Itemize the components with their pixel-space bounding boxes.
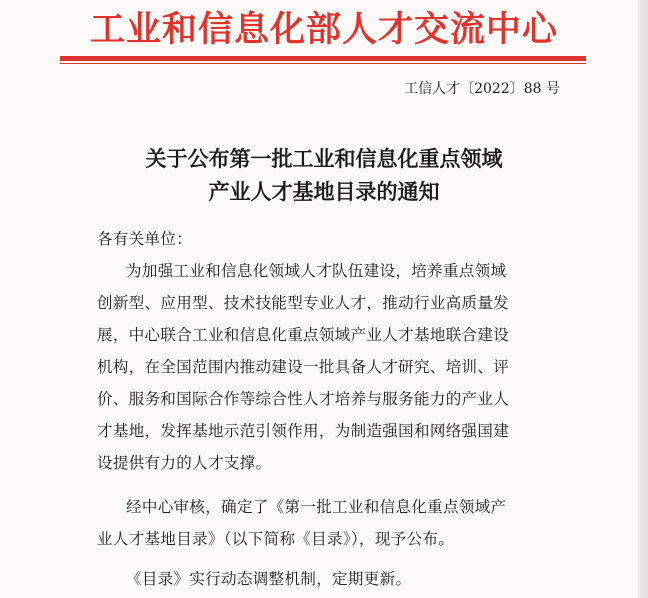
page-edge-shadow <box>638 0 648 598</box>
paragraph-3-line: 《目录》实行动态调整机制，定期更新。 <box>126 570 412 588</box>
letterhead-title: 工业和信息化部人才交流中心 <box>89 9 558 50</box>
paragraph-2-line: 经中心审核，确定了《第一批工业和信息化重点领域产 <box>126 498 507 516</box>
document-title-line-1: 关于公布第一批工业和信息化重点领域 <box>145 146 503 171</box>
paragraph-1-line: 价、服务和国际合作等综合性人才培养与服务能力的产业人 <box>97 390 510 408</box>
letterhead-rule-thick <box>60 56 586 61</box>
letterhead-rule-thin <box>60 63 586 64</box>
paragraph-2-line: 业人才基地目录》（以下简称《目录》），现予公布。 <box>97 530 455 548</box>
paragraph-1-line: 机构，在全国范围内推动建设一批具备人才研究、培训、评 <box>97 358 510 376</box>
document-number: 工信人才〔2022〕88 号 <box>404 81 560 97</box>
paragraph-1-line: 为加强工业和信息化领域人才队伍建设，培养重点领域 <box>126 262 507 280</box>
document-title-line-2: 产业人才基地目录的通知 <box>208 179 440 204</box>
paragraph-1-line: 才基地，发挥基地示范引领作用，为制造强国和网络强国建 <box>97 422 510 440</box>
paragraph-1-line: 设提供有力的人才支撑。 <box>97 454 272 472</box>
paragraph-1-line: 创新型、应用型、技术技能型专业人才，推动行业高质量发 <box>97 294 510 312</box>
salutation: 各有关单位： <box>97 230 193 248</box>
paragraph-1-line: 展，中心联合工业和信息化重点领域产业人才基地联合建设 <box>97 326 510 344</box>
